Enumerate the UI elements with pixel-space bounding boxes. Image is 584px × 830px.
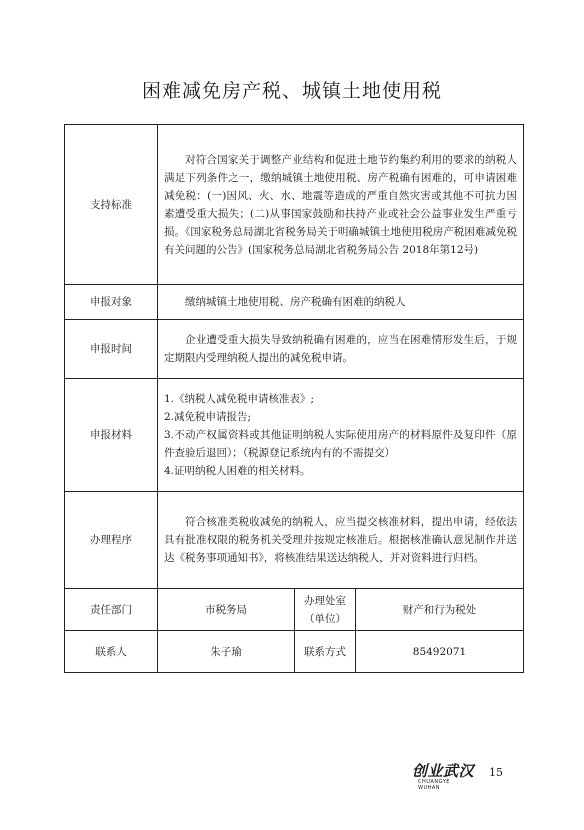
row-procedure xyxy=(65,492,524,589)
policy-table xyxy=(64,124,524,673)
standard-text: 对符合国家关于调整产业结构和促进土地节约集约利用的要求的纳税人满足下列条件之一，缴纳城镇土地使用税、房产税确有困难的，可申请困难减免税：(一)因风、火、水、地震等造成的严重自然灾害或其他不可抗力因素遭受重大损失；(二)从事国家鼓励和扶持产业或社会公益事业发生严重亏损。《国家税务总局湖北省税务局关于明确城镇土地使用税房产税困难减免税有关问题的公告》(国家税务总局湖北省税务局公告 2018年第12号) xyxy=(158,125,524,285)
row-standard xyxy=(65,125,524,285)
row-department xyxy=(65,589,524,631)
label-office: 办理处室（单位） xyxy=(295,589,356,631)
material-item-3: 3.不动产权属资料或其他证明纳税人实际使用房产的材料原件及复印件（原件查验后退回）；（税源登记系统内有的不需提交） xyxy=(164,429,517,459)
row-target xyxy=(65,285,524,320)
material-item-1: 1.《纳税人减免税申请核准表》; xyxy=(164,393,315,405)
label-target: 申报对象 xyxy=(65,285,158,320)
footer-logo xyxy=(408,760,474,790)
procedure-text: 符合核准类税收减免的纳税人，应当提交核准材料，提出申请，经依法具有批准权限的税务机关受理并按规定核准后。根据核准确认意见制作并送达《税务事项通知书》，将核准结果送达纳税人，并对资料进行归档。 xyxy=(158,492,524,589)
row-contact xyxy=(65,631,524,673)
material-item-4: 4.证明纳税人困难的相关材料。 xyxy=(164,465,311,477)
page-number: 15 xyxy=(489,766,503,779)
office-value: 财产和行为税处 xyxy=(356,589,524,631)
materials-list xyxy=(158,379,524,492)
phone-value: 85492071 xyxy=(356,631,524,673)
footer-logo-text: 创业武汉 xyxy=(412,762,475,780)
label-contact: 联系人 xyxy=(65,631,158,673)
label-materials: 申报材料 xyxy=(65,379,158,492)
page-title: 困难减免房产税、城镇土地使用税 xyxy=(141,80,442,102)
contact-value: 朱子瑜 xyxy=(158,631,295,673)
label-procedure: 办理程序 xyxy=(65,492,158,589)
footer-logo-subtext: CHUANGYE WUHAN xyxy=(418,779,450,791)
material-item-2: 2.减免税申请报告; xyxy=(164,411,252,423)
row-time xyxy=(65,320,524,379)
label-phone: 联系方式 xyxy=(295,631,356,673)
label-time: 申报时间 xyxy=(65,320,158,379)
label-department: 责任部门 xyxy=(65,589,158,631)
row-materials xyxy=(65,379,524,492)
label-standard: 支持标准 xyxy=(65,125,158,285)
time-text: 企业遭受重大损失导致纳税确有困难的，应当在困难情形发生后，于规定期限内受理纳税人提出的减免税申请。 xyxy=(158,320,524,379)
target-text: 缴纳城镇土地使用税、房产税确有困难的纳税人 xyxy=(158,285,524,320)
department-value: 市税务局 xyxy=(158,589,295,631)
